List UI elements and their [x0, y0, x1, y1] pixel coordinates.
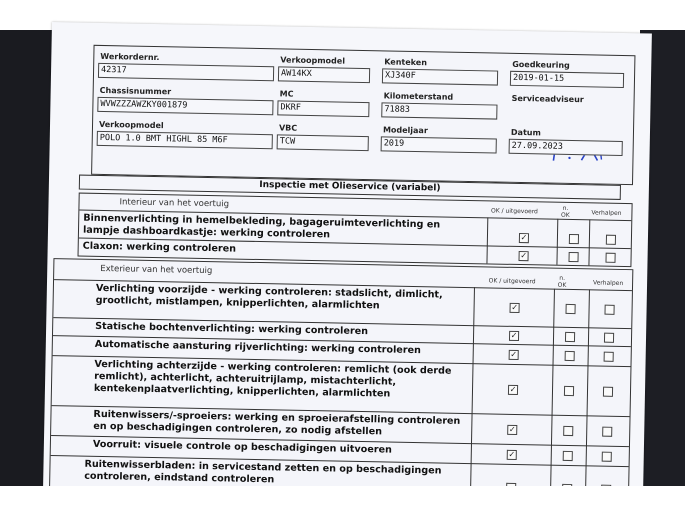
exterior-row-text: Automatische aansturing rijverlichting: werking controleren	[94, 338, 422, 357]
checkbox-post[interactable]	[602, 427, 612, 437]
interior-group	[78, 193, 633, 268]
col-header-ok: OK / uitgevoerd	[490, 207, 538, 216]
interior-group-title: Interieur van het voertuig	[119, 197, 230, 210]
checkbox-post[interactable]	[604, 352, 614, 362]
field-value-mc: DKRF	[277, 100, 369, 117]
exterior-row-text: Ruitenwisserbladen: in servicestand zetten en op beschadigingen controleren, eindstand controleren	[84, 458, 442, 486]
checkbox-nok[interactable]	[565, 351, 575, 361]
col-header-nok: n. OK	[560, 204, 570, 219]
field-label-verkoopmodel-code: Verkoopmodel	[280, 55, 346, 66]
field-label-mc: MC	[279, 89, 294, 99]
checkbox-ok[interactable]: ✓	[510, 330, 518, 340]
field-value-datum: 27.09.2023	[509, 139, 623, 156]
checkbox-ok[interactable]: ✓	[511, 302, 519, 312]
section-title: Inspectie met Olieservice (variabel)	[79, 175, 621, 200]
field-value-vbc: TCW	[277, 134, 369, 151]
col-header-post: Verhalpen	[592, 279, 624, 288]
checkbox-nok[interactable]	[565, 332, 575, 342]
field-label-serviceadviseur: Serviceadviseur	[511, 93, 584, 105]
field-label-modeljaar: Modeljaar	[382, 125, 428, 136]
vehicle-header-box	[91, 45, 635, 185]
field-label-goedkeuring: Goedkeuring	[512, 59, 570, 70]
field-value-werkordernr: 42317	[98, 63, 274, 81]
image-bottom-margin	[0, 486, 685, 514]
col-header-ok: OK / uitgevoerd	[488, 277, 536, 286]
checkbox-post[interactable]	[604, 333, 614, 343]
exterior-row-text: Voorruit: visuele controle op beschadigingen uitvoeren	[92, 438, 392, 456]
checkbox-post[interactable]	[603, 387, 613, 397]
checkbox-nok[interactable]	[568, 252, 578, 262]
field-value-modeljaar: 2019	[381, 136, 497, 153]
checkbox-nok[interactable]	[563, 426, 573, 436]
checkbox-ok[interactable]: ✓	[520, 233, 528, 243]
exterior-row-text: Verlichting achterzijde - werking controleren: remlicht (ook derde remlicht), achterlicht, achteruitrijlamp, mistachterlicht, kentekenplaatverlichting, knipperlichten, alarmlichten	[93, 358, 452, 400]
checkbox-post[interactable]	[602, 452, 612, 462]
field-value-verkoopmodel-code: AW14KX	[278, 66, 370, 83]
checkbox-nok[interactable]	[563, 451, 573, 461]
col-header-nok: n. OK	[557, 274, 567, 289]
exterior-group-title: Exterieur van het voertuig	[100, 263, 213, 277]
field-value-goedkeuring: 2019-01-15	[510, 71, 624, 88]
interior-row-text: Claxon: werking controleren	[82, 240, 237, 255]
field-label-chassisnummer: Chassisnummer	[99, 85, 172, 97]
field-value-kilometerstand: 71883	[381, 102, 497, 119]
field-value-kenteken: XJ340F	[382, 68, 498, 85]
exterior-row-text: Statische bochtenverlichting: werking controleren	[95, 320, 369, 338]
checkbox-nok[interactable]	[564, 386, 574, 396]
interior-row-text: Binnenverlichting in hemelbekleding, bagageruimteverlichting en lampje dashboardkastje: werking controleren	[82, 212, 441, 241]
checkbox-ok[interactable]: ✓	[508, 449, 516, 459]
col-header-post: Verhalpen	[591, 209, 622, 217]
field-label-datum: Datum	[510, 127, 541, 138]
field-label-verkoopmodel: Verkoopmodel	[98, 119, 164, 131]
checkbox-nok[interactable]	[569, 234, 579, 244]
checkbox-ok[interactable]: ✓	[520, 251, 528, 261]
checkbox-post[interactable]	[604, 305, 614, 315]
field-label-kenteken: Kenteken	[384, 57, 428, 68]
field-value-verkoopmodel: POLO 1.0 BMT HIGHL 85 M6F	[97, 131, 273, 149]
field-label-werkordernr: Werkordernr.	[100, 51, 160, 63]
field-value-chassisnummer: WVWZZZAWZKY001879	[97, 97, 273, 115]
field-label-kilometerstand: Kilometerstand	[383, 91, 454, 102]
checkbox-ok[interactable]: ✓	[510, 349, 518, 359]
field-value-serviceadviseur	[509, 105, 623, 122]
exterior-row-text: Verlichting voorzijde - werking controleren: stadslicht, dimlicht, grootlicht, mistlampen, knipperlichten, alarmlichten	[95, 282, 443, 312]
field-label-vbc: VBC	[278, 123, 298, 133]
inspection-form-sheet	[43, 22, 652, 503]
exterior-group	[49, 258, 634, 511]
checkbox-ok[interactable]: ✓	[509, 384, 517, 394]
checkbox-ok[interactable]: ✓	[508, 424, 516, 434]
checkbox-post[interactable]	[605, 253, 615, 263]
exterior-row-text: Ruitenwissers/-sproeiers: werking en sproeierafstelling controleren en op beschadigingen controleren, zo nodig afstellen	[93, 408, 461, 438]
checkbox-post[interactable]	[606, 235, 616, 245]
checkbox-nok[interactable]	[565, 304, 575, 314]
